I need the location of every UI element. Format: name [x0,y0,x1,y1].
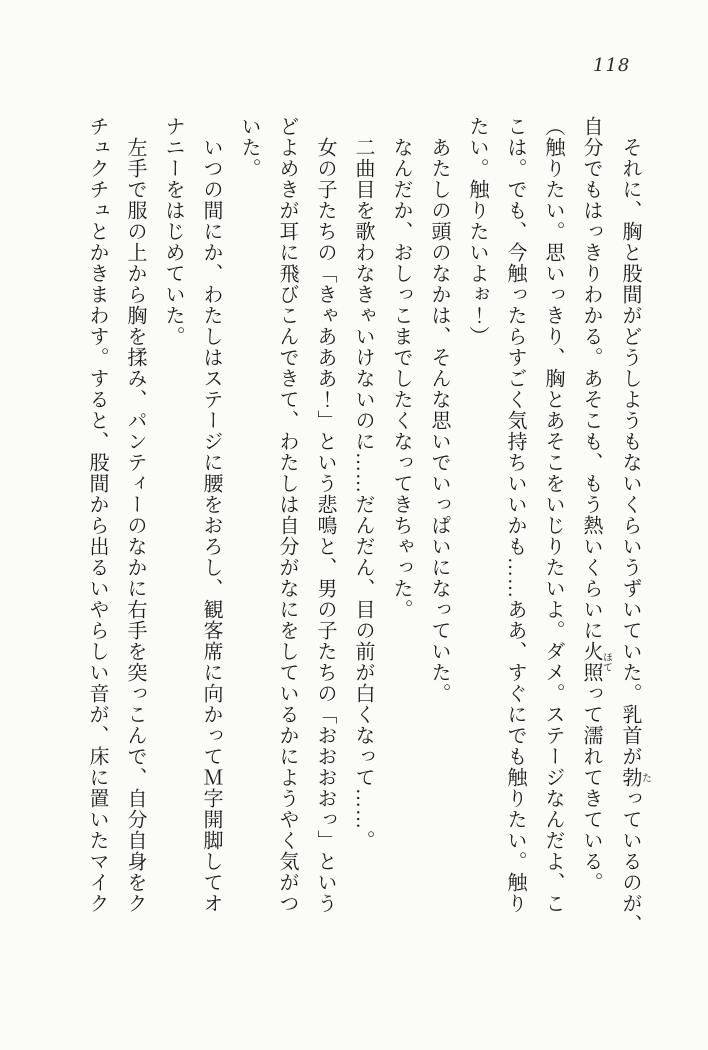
text-line: 女の子たちの「きゃあああ！」という悲鳴と、男の子たちの「おおおおっ」という [314,137,336,914]
text-line: それに、胸と股間がどうしようもないくらいうずいていた。乳首が勃たっているのが、 [619,137,651,935]
text-line: あたしの頭のなかは、そんな思いでいっぱいになっていた。 [428,137,450,704]
text-line: いつの間にか、わたしはステージに腰をおろし、観客席に向かってＭ字開脚してオ [200,137,222,914]
ruby-annotated-word: 火照ほて [580,641,612,683]
text-line: 左手で服の上から胸を揉み、パンティーのなかに右手を突っこんで、自分自身をク [124,137,146,914]
text-line: なんだか、おしっこまでしたくなってきちゃった。 [390,137,412,620]
text-line: チュクチュとかきまわす。すると、股間から出るいやらしい音が、床に置いたマイク [86,116,108,914]
page-number: 118 [593,55,631,76]
text-line: どよめきが耳に飛びこんできて、わたしは自分がなにをしているかにようやく気がつ [276,116,298,914]
text-line: 自分でもはっきりわかる。あそこも、もう熱いくらいに火照ほてって濡れてきている。 [580,116,612,893]
text-line: ナニーをはじめていた。 [162,116,184,347]
text-line: （触りたい。思いっきり、胸とあそこをいじりたいよ。ダメ。ステージなんだよ、こ [542,116,564,914]
page-text [78,116,650,966]
text-line: たい。触りたいよぉ！） [466,116,488,347]
text-line: いた。 [238,116,260,179]
text-line: 二曲目を歌わなきゃいけないのに……だんだん、目の前が白くなって……。 [352,137,374,851]
ruby-annotated-word: 勃た [619,767,651,788]
text-line: こは。でも、今触ったらすごく気持ちいいかも……ああ、すぐにでも触りたい。触り [504,116,526,914]
